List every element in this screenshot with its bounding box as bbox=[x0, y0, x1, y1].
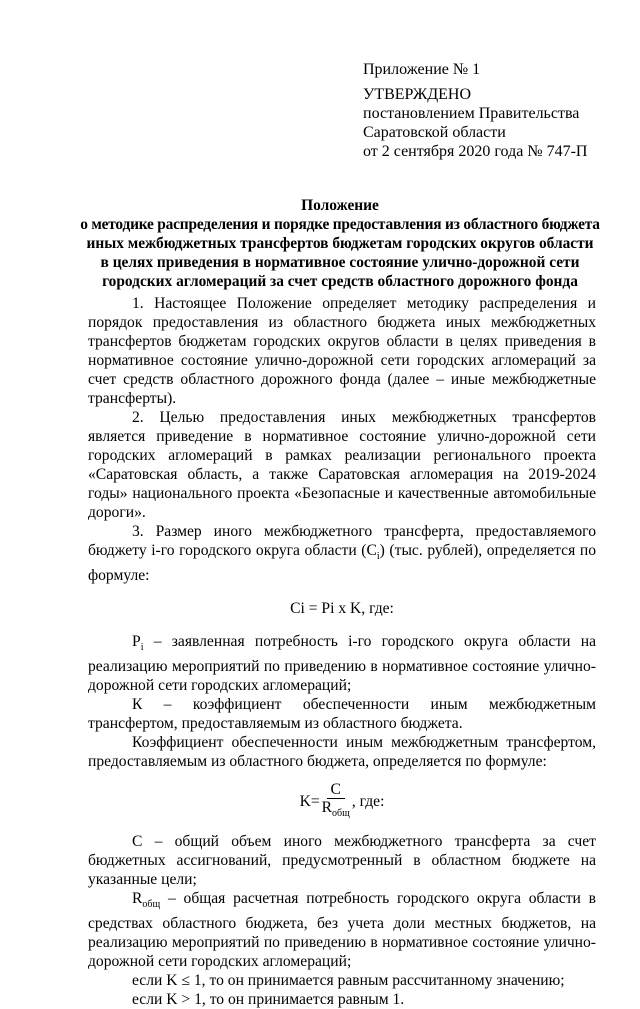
title-line-3: в целях приведения в нормативное состояние улично-дорожной сети bbox=[100, 254, 580, 271]
formula-ci: Ci = Pi x K, где: bbox=[290, 600, 394, 618]
title-line-4: городских агломераций за счет средств областного дорожного фонда bbox=[102, 273, 578, 290]
appendix-number: Приложение № 1 bbox=[363, 61, 481, 78]
title-heading: Положение bbox=[301, 197, 379, 214]
paragraph-r: $R_{общ}$ – общая расчетная потребность городского округа области в средствах областного бюджета, без учета доли местных бюджетов, на реализацию мероприятий по приведению в нормативное состояние улично-дорожной сети городских агломераций; bbox=[88, 890, 596, 971]
formula-k: K= $\frac{C}{R_{общ}}$ , где: bbox=[88, 781, 596, 822]
document-title bbox=[80, 196, 600, 291]
paragraph-pi: $P_i$ – заявленная потребность i-го городского округа области на реализацию мероприятий по приведению в нормативное состояние улично-дорожной сети городских агломераций; bbox=[88, 633, 596, 695]
approved-label: УТВЕРЖДЕНО bbox=[363, 86, 472, 103]
condition-1: если K ≤ 1, то он принимается равным рассчитанному значению; bbox=[132, 972, 565, 990]
approval-line-3: от 2 сентября 2020 года № 747-П bbox=[363, 143, 588, 160]
condition-2: если K > 1, то он принимается равным 1. bbox=[132, 991, 405, 1009]
paragraph-k: К – коэффициент обеспеченности иным межбюджетным трансфертом, предоставляемым из областного бюджета. bbox=[88, 696, 596, 733]
paragraph-3: 3. Размер иного межбюджетного трансферта, предоставляемого бюджету i-го городского округа области $(C_i)$ (тыс. рублей), определяется по формуле: bbox=[88, 523, 596, 585]
paragraph-2: 2. Целью предоставления иных межбюджетных трансфертов является приведение в нормативное состояние улично-дорожной сети городских агломераций в рамках реализации регионального проекта «Саратовская область, а также Саратовская агломерация на 2019-2024 годы» национального проекта «Безопасные и качественные автомобильные дороги». bbox=[88, 409, 596, 521]
title-line-2: иных межбюджетных трансфертов бюджетам городских округов области bbox=[86, 235, 594, 252]
approval-line-1: постановлением Правительства bbox=[363, 105, 580, 122]
approval-line-2: Саратовской области bbox=[363, 124, 506, 141]
paragraph-c: C – общий объем иного межбюджетного трансферта за счет бюджетных ассигнований, предусмотренный в областном бюджете на указанные цели; bbox=[88, 833, 596, 889]
formula-k-fraction: $\frac{C}{R_{общ}}$ bbox=[321, 781, 350, 820]
title-line-1: о методике распределения и порядке предоставления из областного бюджета bbox=[80, 216, 600, 233]
document-body bbox=[88, 294, 596, 1009]
paragraph-1: 1. Настоящее Положение определяет методику распределения и порядок предоставления из областного бюджета иных межбюджетных трансфертов бюджетам городских округов области в целях приведения в нормативное состояние улично-дорожной сети городских агломераций за счет средств областного дорожного фонда (далее – иные межбюджетные трансферты). bbox=[88, 295, 596, 407]
approval-block bbox=[363, 60, 587, 161]
paragraph-k-coefficient: Коэффициент обеспеченности иным межбюджетным трансфертом, предоставляемым из областного бюджета, определяется по формуле: bbox=[88, 734, 596, 771]
